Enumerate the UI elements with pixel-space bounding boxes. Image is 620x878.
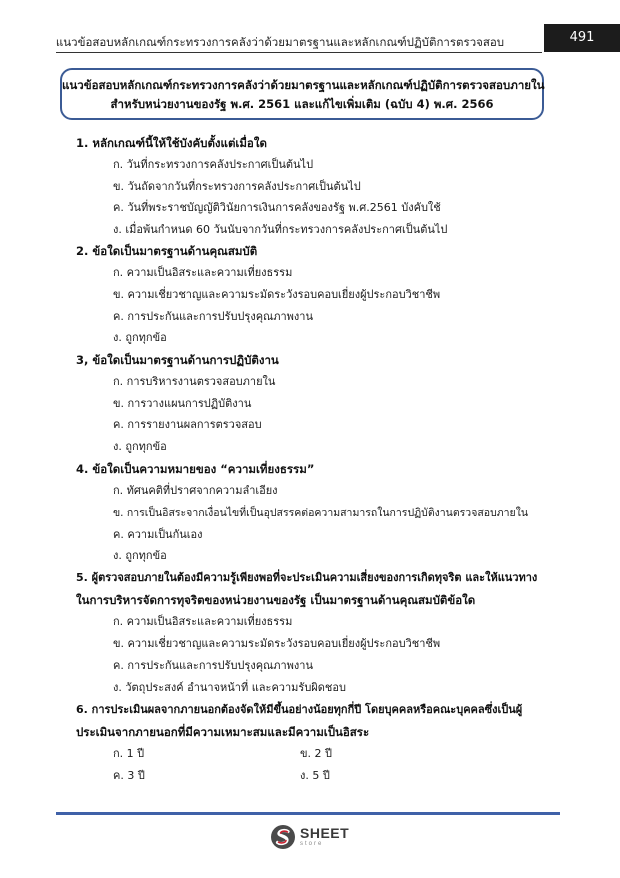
question-4-choice-d: ง. ถูกทุกข้อ [113,549,167,562]
question-6-heading-line-1: 6. การประเมินผลจากภายนอกต้องจัดให้มีขึ้นอย่างน้อยทุกกี่ปี โดยบุคคลหรือคณะบุคคลซึ่งเป็นผู้ [76,703,523,716]
question-2-choice-c: ค. การประกันและการปรับปรุงคุณภาพงาน [113,310,314,323]
page-number: 491 [544,24,620,52]
question-4-choice-b: ข. การเป็นอิสระจากเงื่อนไขที่เป็นอุปสรรคต่อความสามารถในการปฏิบัติงานตรวจสอบภายใน [113,507,529,519]
question-6-heading-line-2: ประเมินจากภายนอกที่มีความเหมาะสมและมีความเป็นอิสระ [76,725,370,739]
question-6-choice-a: ก. 1 ปี [113,747,145,760]
header-divider [56,52,542,53]
question-2-choice-a: ก. ความเป็นอิสระและความเที่ยงธรรม [113,266,293,279]
question-5-choice-a: ก. ความเป็นอิสระและความเที่ยงธรรม [113,615,293,628]
sheet-store-logo-icon [270,824,296,850]
question-5-choice-d: ง. วัตถุประสงค์ อำนาจหน้าที่ และความรับผิดชอบ [113,681,346,694]
question-6-choice-b: ข. 2 ปี [300,747,332,760]
question-5-heading-line-2: ในการบริหารจัดการทุจริตของหน่วยงานของรัฐ เป็นมาตรฐานด้านคุณสมบัติข้อใด [76,593,476,607]
question-2-choice-d: ง. ถูกทุกข้อ [113,331,167,344]
running-header-title: แนวข้อสอบหลักเกณฑ์กระทรวงการคลังว่าด้วยมาตรฐานและหลักเกณฑ์ปฏิบัติการตรวจสอบ [55,35,505,49]
question-5-choice-c: ค. การประกันและการปรับปรุงคุณภาพงาน [113,659,314,672]
document-title-box [60,68,544,120]
question-4-choice-a: ก. ทัศนคติที่ปราศจากความลำเอียง [113,484,278,497]
question-3-choice-c: ค. การรายงานผลการตรวจสอบ [113,418,262,431]
logo-subtext: store [300,841,324,847]
question-3-choice-d: ง. ถูกทุกข้อ [113,440,167,453]
sheet-store-logo [270,824,360,852]
question-1-choice-d: ง. เมื่อพ้นกำหนด 60 วันนับจากวันที่กระทรวงการคลังประกาศเป็นต้นไป [113,223,448,236]
page-header [0,0,620,54]
question-3-heading: 3, ข้อใดเป็นมาตรฐานด้านการปฏิบัติงาน [76,353,279,367]
question-2-heading: 2. ข้อใดเป็นมาตรฐานด้านคุณสมบัติ [76,244,258,258]
question-5-choice-b: ข. ความเชี่ยวชาญและความระมัดระวังรอบคอบเยี่ยงผู้ประกอบวิชาชีพ [113,637,441,650]
footer-divider [56,812,560,815]
question-3-choice-a: ก. การบริหารงานตรวจสอบภายใน [113,375,276,388]
question-3-choice-b: ข. การวางแผนการปฏิบัติงาน [113,397,252,410]
question-1-choice-a: ก. วันที่กระทรวงการคลังประกาศเป็นต้นไป [113,158,314,171]
question-1-choice-b: ข. วันถัดจากวันที่กระทรวงการคลังประกาศเป็นต้นไป [113,180,361,193]
question-1-heading: 1. หลักเกณฑ์นี้ให้ใช้บังคับตั้งแต่เมื่อใด [76,136,267,150]
question-6-choice-c: ค. 3 ปี [113,769,145,782]
question-5-heading-line-1: 5. ผู้ตรวจสอบภายในต้องมีความรู้เพียงพอที่จะประเมินความเสี่ยงของการเกิดทุจริต และให้แนวทาง [76,571,538,584]
document-title-line-1: แนวข้อสอบหลักเกณฑ์กระทรวงการคลังว่าด้วยมาตรฐานและหลักเกณฑ์ปฏิบัติการตรวจสอบภายใน [62,78,545,92]
document-title-line-2: สำหรับหน่วยงานของรัฐ พ.ศ. 2561 และแก้ไขเพิ่มเติม (ฉบับ 4) พ.ศ. 2566 [110,97,494,111]
question-4-choice-c: ค. ความเป็นกันเอง [113,528,203,541]
question-6-choice-d: ง. 5 ปี [300,769,330,782]
question-4-heading: 4. ข้อใดเป็นความหมายของ “ความเที่ยงธรรม” [76,462,315,476]
logo-wordmark: SHEET [300,825,350,841]
question-1-choice-c: ค. วันที่พระราชบัญญัติวินัยการเงินการคลังของรัฐ พ.ศ.2561 บังคับใช้ [113,201,441,214]
question-2-choice-b: ข. ความเชี่ยวชาญและความระมัดระวังรอบคอบเยี่ยงผู้ประกอบวิชาชีพ [113,288,441,301]
